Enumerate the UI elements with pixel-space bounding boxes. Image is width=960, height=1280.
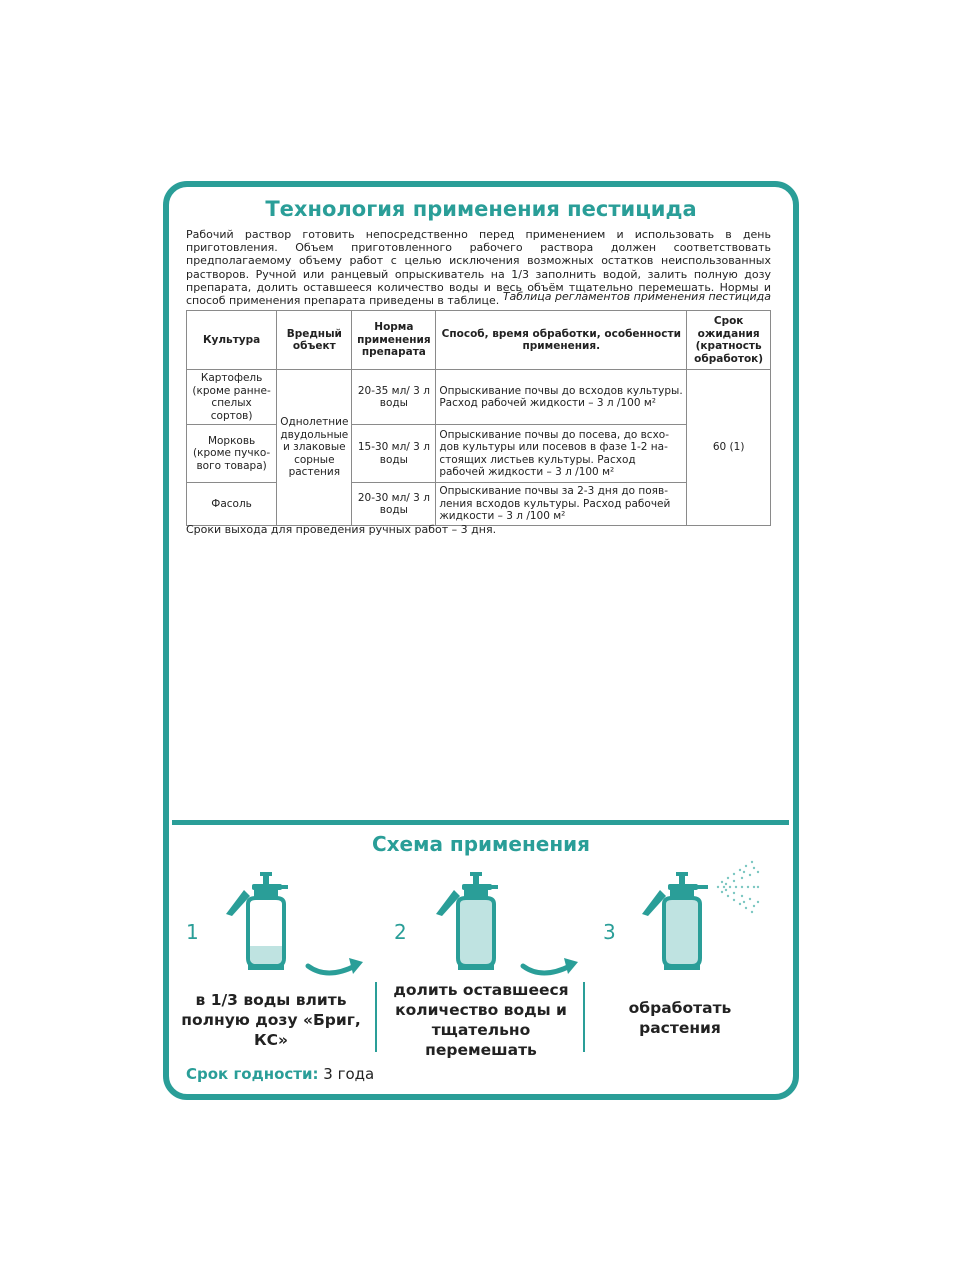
table-row — [187, 483, 771, 526]
arrow-icon — [520, 952, 580, 982]
table-caption: Таблица регламентов применения пестицида — [502, 290, 771, 303]
waiting-cell: 60 (1) — [687, 370, 771, 526]
table-row — [187, 370, 771, 425]
header-cell: Норма применения препарата — [352, 311, 436, 370]
page-title: Технология применения пестицида — [265, 197, 697, 221]
crop-cell: Фасоль — [187, 483, 277, 526]
norm-cell: 20-30 мл/ 3 л воды — [352, 483, 436, 526]
table-row — [187, 425, 771, 483]
norm-cell: 15-30 мл/ 3 л воды — [352, 425, 436, 483]
step-separator — [583, 982, 585, 1052]
header-cell: Культура — [187, 311, 277, 370]
shelf-life — [186, 1065, 374, 1083]
method-cell: Опрыскивание почвы до всходов культуры. Расход рабочей жидкости – 3 л /100 м² — [436, 370, 687, 425]
sprayer-spraying-icon — [638, 858, 762, 972]
scheme-title: Схема применения — [371, 832, 591, 856]
step-text-2: долить оставшееся количество воды и тщательно перемешать — [393, 981, 569, 1059]
shelf-life-value: 3 года — [323, 1065, 375, 1083]
crop-cell: Морковь (кроме пучко-вого товара) — [187, 425, 277, 483]
section-divider — [172, 820, 789, 825]
step-number-2: 2 — [394, 920, 407, 944]
header-cell: Способ, время обработки, особенности применения. — [436, 311, 687, 370]
step-text-3: обработать растения — [628, 999, 732, 1037]
shelf-life-label: Срок годности: — [186, 1065, 319, 1083]
harmful-object-cell: Однолетние двудольные и злаковые сорные растения — [277, 370, 352, 526]
table-header-row — [187, 311, 771, 370]
norm-cell: 20-35 мл/ 3 л воды — [352, 370, 436, 425]
step-text-1: в 1/3 воды влить полную дозу «Бриг, КС» — [181, 991, 361, 1049]
step-separator — [375, 982, 377, 1052]
step-number-3: 3 — [603, 920, 616, 944]
method-cell: Опрыскивание почвы за 2-3 дня до появ-ления всходов культуры. Расход рабочей жидкости – 3 л /100 м² — [436, 483, 687, 526]
sprayer-full-icon — [432, 868, 506, 972]
crop-cell: Картофель (кроме ранне-спелых сортов) — [187, 370, 277, 425]
intro-paragraph: Рабочий раствор готовить непосредственно перед применением и использовать в день приготовления. Объем приготовленного рабочего раствора должен соответствовать предполагаемому объему работ с целью исключения возможных остатков неиспользованных растворов. Ручной или ранцевый опрыскиватель на 1/3 заполнить водой, залить полную дозу препарата, долить оставшееся количество воды и весь объём тщательно перемешать. Нормы и способ применения препарата приведены в таблице. — [186, 228, 771, 308]
header-cell: Вредный объект — [277, 311, 352, 370]
exit-note: Сроки выхода для проведения ручных работ – 3 дня. — [186, 523, 497, 536]
step-number-1: 1 — [186, 920, 199, 944]
header-cell: Срок ожидания (кратность обработок) — [687, 311, 771, 370]
regulations-table — [186, 310, 771, 526]
sprayer-one-third-icon — [222, 868, 296, 972]
arrow-icon — [305, 952, 365, 982]
method-cell: Опрыскивание почвы до посева, до всхо-дов культуры или посевов в фазе 1-2 на-стоящих листьев культуры. Расход рабочей жидкости – 3 л /100 м² — [436, 425, 687, 483]
